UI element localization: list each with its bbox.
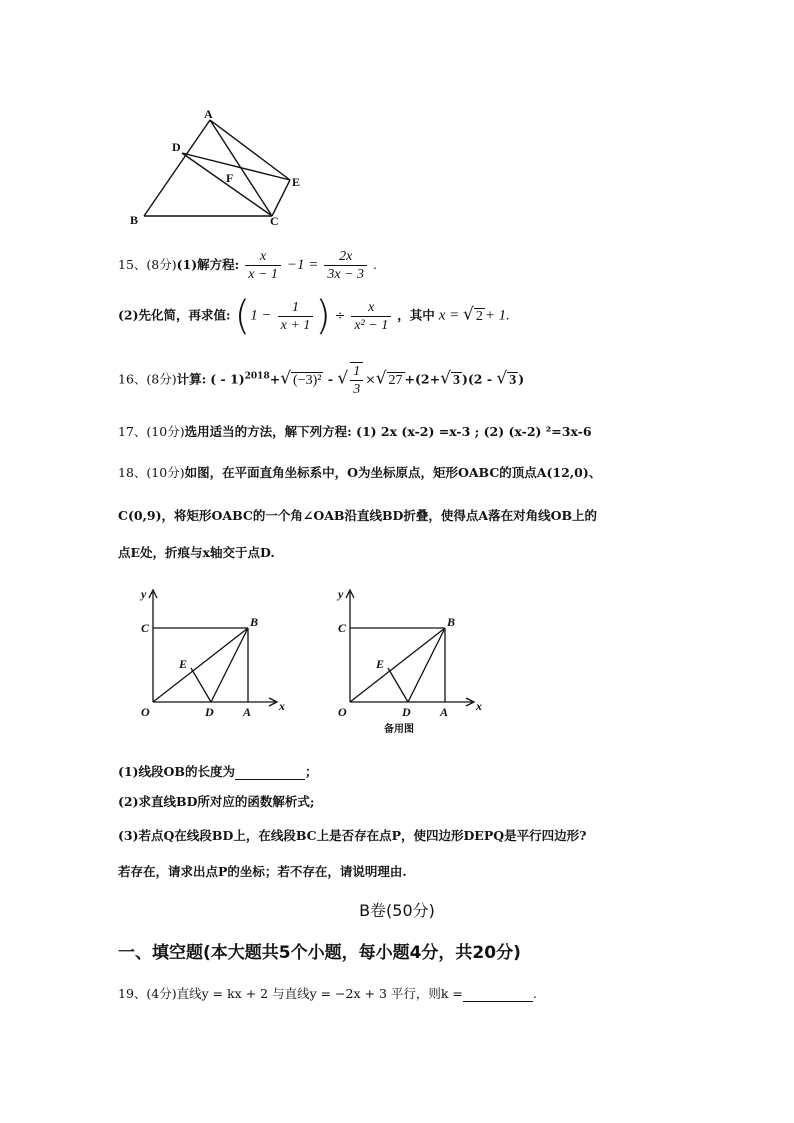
fig2-B: B — [447, 615, 456, 629]
q15-part1: 15、(8分)(1)解方程: $\frac{x}{x - 1}$ −1 = $\frac{2x}{3x - 3}$ . — [118, 249, 378, 282]
fig2-A: A — [440, 705, 449, 719]
section-fill-title: 一、填空题(本大题共5个小题，每小题4分，共20分) — [118, 943, 521, 963]
label-E: E — [292, 175, 301, 189]
fig1-C: C — [141, 621, 150, 635]
label-C: C — [270, 214, 279, 228]
fig1-D: D — [205, 705, 214, 719]
q18-line3: 点E处，折痕与x轴交于点D. — [118, 545, 275, 560]
label-A: A — [204, 108, 213, 121]
fig1-B: B — [250, 615, 259, 629]
fraction: $\frac{x}{x - 1}$ — [245, 248, 281, 283]
fraction: $\frac{1}{3}$ — [350, 362, 363, 398]
fig2-caption: 备用图 — [384, 724, 414, 735]
fig2-D: D — [402, 705, 411, 719]
answer-blank[interactable] — [463, 988, 533, 1002]
fig1-O: O — [141, 705, 150, 719]
section-b-title: B卷(50分) — [359, 901, 435, 920]
q18-sub1: (1)线段OB的长度为 ； — [118, 764, 318, 779]
q18-sub2: (2)求直线BD所对应的函数解析式; — [118, 794, 315, 809]
fraction: $\frac{2x}{3x - 3}$ — [324, 248, 367, 283]
answer-blank[interactable] — [235, 766, 305, 780]
q16: 16、(8分)计算: ( - 1)$^{2018}$+√ (−3)² - √ $\frac{1}{3}$ ×√ 27 +(2+√ 3 )(2 - √ 3 ) — [118, 364, 525, 397]
label-B: B — [130, 213, 139, 227]
fig2-E: E — [376, 657, 385, 671]
q17: 17、(10分)选用适当的方法，解下列方程: (1) 2x (x-2) =x-3 ; (2) (x-2) ²=3x-6 — [118, 424, 592, 439]
fig1-x: x — [279, 699, 285, 713]
q18-sub3b: 若存在，请求出点P的坐标；若不存在，请说明理由. — [118, 864, 407, 879]
fig2-C: C — [338, 621, 347, 635]
q15-part2: (2)先化简，再求值: (1 − $\frac{1}{x + 1}$ ) ÷ $\frac{x}{\text{x² − 1}}$ ，其中 x = √ 2 + 1. — [118, 293, 510, 339]
fraction: $\frac{x}{\text{x² − 1}}$ — [351, 299, 391, 334]
label-F: F — [226, 171, 234, 185]
fig2-y: y — [338, 587, 344, 601]
coordinate-figure-2 — [322, 582, 492, 742]
label-D: D — [172, 140, 181, 154]
q18-sub3: (3)若点Q在线段BD上，在线段BC上是否存在点P，使四边形DEPQ是平行四边形? — [118, 828, 587, 843]
fig2-O: O — [338, 705, 347, 719]
fig1-E: E — [179, 657, 188, 671]
q18-line1: 18、(10分)如图，在平面直角坐标系中，O为坐标原点，矩形OABC的顶点A(12,0)、 — [118, 465, 602, 480]
triangle-figure — [120, 108, 320, 230]
coordinate-figure-1 — [125, 582, 295, 722]
q18-line2: C(0,9)，将矩形OABC的一个角∠OAB沿直线BD折叠，使得点A落在对角线OB上的 — [118, 508, 598, 523]
fraction: $\frac{1}{x + 1}$ — [278, 299, 314, 334]
fig1-A: A — [243, 705, 252, 719]
fig1-y: y — [141, 587, 147, 601]
fig2-x: x — [476, 699, 482, 713]
q19: 19、(4分)直线y = kx + 2 与直线y = −2x + 3 平行，则k = . — [118, 986, 537, 1001]
